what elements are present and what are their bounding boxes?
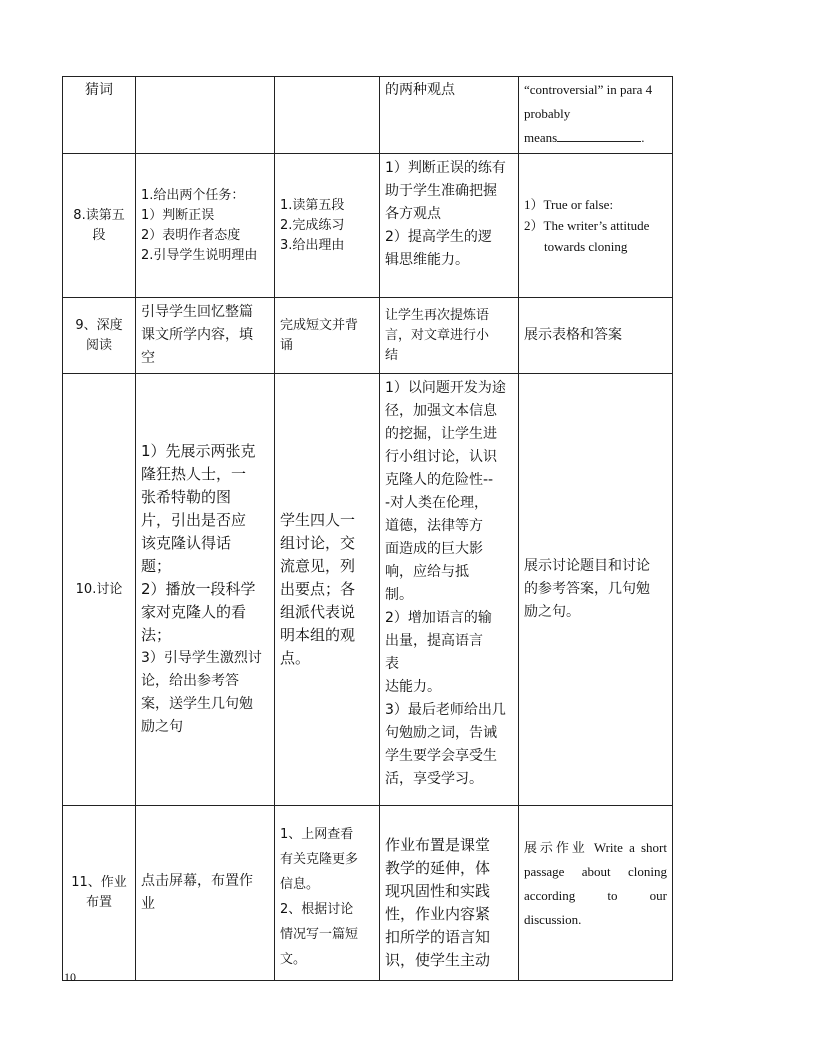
purpose-cell xyxy=(380,154,519,298)
media-cell xyxy=(519,298,673,374)
teacher-activity-cell xyxy=(136,77,275,154)
teacher-line: 课文所学内容，填 xyxy=(141,327,253,343)
purpose-line: 扣所学的语言知 xyxy=(385,928,491,946)
purpose-cell xyxy=(380,77,519,154)
step-label: 9、深度 xyxy=(75,317,123,333)
teacher-line: 隆狂热人士，一 xyxy=(141,465,247,483)
teacher-line: 法； xyxy=(141,626,172,644)
teacher-line: 该克隆认得话 xyxy=(141,534,232,552)
student-line: 信息。 xyxy=(280,877,320,892)
purpose-line: 克隆人的危险性-- xyxy=(385,472,494,488)
teacher-line: 点击屏幕，布置作 xyxy=(141,873,253,889)
teacher-line: 家对克隆人的看 xyxy=(141,603,247,621)
purpose-line: 2）提高学生的逻 xyxy=(385,229,492,245)
purpose-line: 的挖掘，让学生进 xyxy=(385,426,497,442)
student-activity-cell xyxy=(275,77,380,154)
media-cell xyxy=(519,154,673,298)
student-line: 出要点；各 xyxy=(280,580,356,598)
step-cell xyxy=(63,298,136,374)
purpose-line: 言，对文章进行小 xyxy=(385,327,490,343)
table-row xyxy=(63,298,673,374)
teacher-line: 论，给出参考答 xyxy=(141,673,239,689)
student-activity-cell xyxy=(275,154,380,298)
media-text: means xyxy=(524,130,558,145)
media-cell xyxy=(519,374,673,806)
teacher-activity-cell xyxy=(136,806,275,981)
student-activity-cell xyxy=(275,806,380,981)
purpose-line: 句勉励之词，告诫 xyxy=(385,725,497,741)
purpose-line: 3）最后老师给出几 xyxy=(385,702,506,718)
teacher-line: 1）先展示两张克 xyxy=(141,442,256,460)
step-label: 布置 xyxy=(85,895,112,910)
step-label: 猜词 xyxy=(85,82,113,98)
media-line: 展示表格和答案 xyxy=(524,327,622,343)
media-line: 展示讨论题目和讨论 xyxy=(524,558,650,574)
step-label: 阅读 xyxy=(85,337,112,353)
student-line: 组讨论，交 xyxy=(280,534,356,552)
purpose-line: 助于学生准确把握 xyxy=(385,183,497,199)
teacher-line: 2.引导学生说明理由 xyxy=(141,247,258,263)
media-line: 励之句。 xyxy=(524,604,580,620)
step-cell xyxy=(63,374,136,806)
media-cell xyxy=(519,77,673,154)
student-line: 2、根据讨论 xyxy=(280,902,354,917)
media-line: 2）The writer’s attitude towards cloning xyxy=(524,218,650,254)
teacher-line: 2）表明作者态度 xyxy=(141,227,241,243)
answer-blank xyxy=(557,127,641,142)
teacher-line: 引导学生回忆整篇 xyxy=(141,304,253,320)
media-line xyxy=(524,126,667,150)
purpose-line: 识，使学生主动 xyxy=(385,951,491,969)
media-cell xyxy=(519,806,673,981)
purpose-line: 制。 xyxy=(385,587,413,603)
teacher-line: 1.给出两个任务： xyxy=(141,187,245,203)
purpose-line: 面造成的巨大影 xyxy=(385,541,483,557)
student-line: 文。 xyxy=(280,952,307,967)
teacher-line: 空 xyxy=(141,350,155,366)
media-line: 1）True or false: xyxy=(524,197,614,212)
student-line: 完成短文并背 xyxy=(280,317,359,333)
purpose-cell xyxy=(380,298,519,374)
purpose-line: 达能力。 xyxy=(385,679,441,695)
lesson-plan-table xyxy=(62,76,673,981)
teacher-line: 2）播放一段科学 xyxy=(141,580,256,598)
media-line: 的参考答案，几句勉 xyxy=(524,581,650,597)
teacher-activity-cell xyxy=(136,374,275,806)
purpose-line: 行小组讨论，认识 xyxy=(385,449,497,465)
purpose-line: 1）以问题开发为途 xyxy=(385,380,506,396)
step-label: 10.讨论 xyxy=(75,581,123,597)
student-line: 3.给出理由 xyxy=(280,237,345,253)
purpose-line: 响，应给与抵 xyxy=(385,564,469,580)
purpose-line: 道德，法律等方 xyxy=(385,518,483,534)
teacher-line: 3）引导学生激烈讨 xyxy=(141,650,262,666)
purpose-cell xyxy=(380,806,519,981)
teacher-line: 案，送学生几句勉 xyxy=(141,696,253,712)
purpose-line: 各方观点 xyxy=(385,206,441,222)
media-line: “controversial” in para 4 xyxy=(524,82,653,97)
step-cell xyxy=(63,154,136,298)
purpose-line: -对人类在伦理， xyxy=(385,495,489,511)
student-line: 情况写一篇短 xyxy=(280,927,359,942)
student-line: 有关克隆更多 xyxy=(280,852,359,867)
purpose-line: 让学生再次提炼语 xyxy=(385,307,490,323)
step-cell xyxy=(63,806,136,981)
teacher-line: 题； xyxy=(141,557,172,575)
teacher-line: 业 xyxy=(141,896,155,912)
media-line: probably xyxy=(524,106,571,121)
step-cell xyxy=(63,77,136,154)
page-number: 10 xyxy=(64,970,76,984)
purpose-line: 2）增加语言的输 xyxy=(385,610,492,626)
purpose-line: 教学的延伸，体 xyxy=(385,859,491,877)
purpose-line: 作业布置是课堂 xyxy=(385,836,491,854)
purpose-line: 的两种观点 xyxy=(385,82,455,98)
student-line: 1、上网查看 xyxy=(280,827,354,842)
student-line: 2.完成练习 xyxy=(280,217,345,233)
purpose-line: 结 xyxy=(385,347,399,363)
purpose-line: 学生要学会享受生 xyxy=(385,748,497,764)
student-line: 学生四人一 xyxy=(280,511,356,529)
teacher-line: 张希特勒的图 xyxy=(141,488,232,506)
teacher-activity-cell xyxy=(136,298,275,374)
student-activity-cell xyxy=(275,298,380,374)
media-text: 展示作业 Write a short passage about cloning according to our discussion. xyxy=(524,840,667,927)
teacher-activity-cell xyxy=(136,154,275,298)
purpose-line: 辑思维能力。 xyxy=(385,252,469,268)
purpose-line: 活，享受学习。 xyxy=(385,771,483,787)
teacher-line: 1）判断正误 xyxy=(141,207,215,223)
student-line: 诵 xyxy=(280,337,294,353)
purpose-line: 出量，提高语言 xyxy=(385,633,483,649)
student-line: 1.读第五段 xyxy=(280,197,345,213)
step-label: 11、作业 xyxy=(71,875,127,890)
purpose-line: 径，加强文本信息 xyxy=(385,403,497,419)
student-line: 流意见，列 xyxy=(280,557,356,575)
purpose-line: 表 xyxy=(385,656,399,672)
table-row xyxy=(63,374,673,806)
student-activity-cell xyxy=(275,374,380,806)
table-row xyxy=(63,77,673,154)
student-line: 明本组的观 xyxy=(280,626,356,644)
teacher-line: 片，引出是否应 xyxy=(141,511,247,529)
table-row xyxy=(63,154,673,298)
student-line: 组派代表说 xyxy=(280,603,356,621)
teacher-line: 励之句 xyxy=(141,719,183,735)
student-line: 点。 xyxy=(280,649,311,667)
purpose-line: 1）判断正误的练有 xyxy=(385,160,506,176)
purpose-cell xyxy=(380,374,519,806)
media-text: . xyxy=(641,130,645,145)
step-label: 段 xyxy=(92,227,106,243)
media-list xyxy=(524,194,667,257)
purpose-line: 现巩固性和实践 xyxy=(385,882,491,900)
table-row xyxy=(63,806,673,981)
step-label: 8.读第五 xyxy=(73,207,125,223)
purpose-line: 性，作业内容紧 xyxy=(385,905,491,923)
